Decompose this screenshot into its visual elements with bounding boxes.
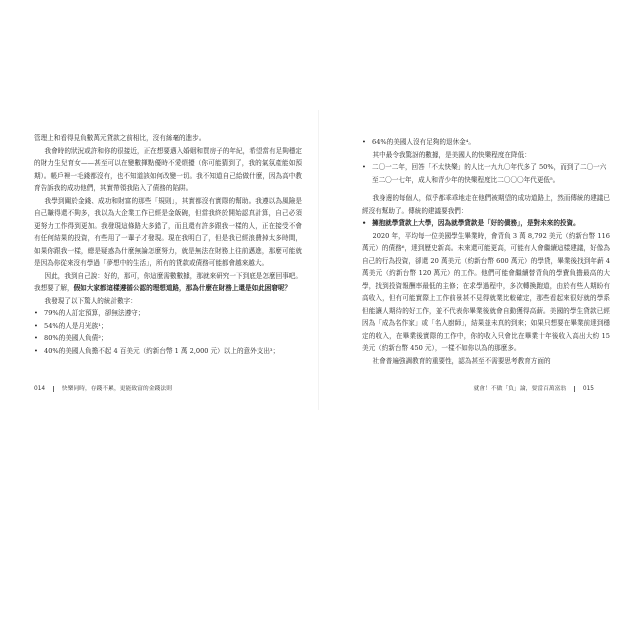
bullet-item [362, 136, 610, 149]
bullet-text: 擁抱就學貸款上大學，因為就學貸款是「好的債務」，是對未來的投資。 [372, 219, 580, 227]
bullet-item [34, 345, 302, 358]
paragraph: 社會普遍強調教育的重要性，認為甚至不需要思考教育方面的 [372, 356, 551, 365]
gutter-divider [318, 110, 319, 410]
bullet-marker: • [34, 309, 38, 317]
footer-divider [53, 386, 54, 392]
bullet-item [362, 161, 610, 186]
bullet-marker: • [34, 346, 38, 355]
bullet-text: 80%的美國人負債²； [44, 334, 108, 342]
bullet-text: 40%的美國人負擔不起 4 百美元（約新台幣 1 萬 2,000 元）以上的意外支出³； [44, 346, 280, 355]
bullet-item [34, 307, 302, 320]
bullet-item [34, 320, 302, 333]
right-page-body [362, 136, 610, 367]
paragraph: 2020 年，平均每一位美國學生畢業時，會背負 3 萬 8,792 美元（約新台幣 116 萬元）的債務⁶，達到歷史新高。未來還可能更高，可能有人會繼續這樣建議，好像為自己的行為投資，卻還 20 萬美元（約新台幣 600 萬元）的學貸，畢業後找到年薪 4 萬美元（約新台幣 120 萬元）的工作。他們可能會繼續替背負的學費負擔最高的大學，找到投資報酬率最低的主修；在求學過程中，多次轉換跑道，由於有些人期盼有高收入，但有可能實際上工作前景甚不見得就業比較確定，那些看起來很好就的學系但能讓人期待的好工作，並不代表你畢業後就會自動獲得高薪。美國的學生貸款已經因為「成為名作家」或「名人廚師」，結果並未真的到來；如果只想要在畢業前達到穩定的收入，在畢業後實際的工作中，你的收入只會比在畢業十年後收入高出大約 15 美元（約新台幣 450 元），一樣不如你以為的那麼多。 [362, 231, 610, 352]
bullet-item [34, 332, 302, 345]
paragraph: 我會時的狀況或許和你的很接近，正在想要邁入婚姻和買房子的年紀，希望當有足夠穩定的財力生兒育女——甚至可以在變數揮點優時不愛煩擾（你可能猜到了，我的氣氛產能如預期）。帳戶裡一毛錢都沒有，也不知道該如何改變一切。我不知道自己給做什麼，因為高中教育告訴我的成功他們，其實帶領我陷入了債務的陷阱。 [34, 146, 302, 192]
footer-divider [574, 386, 575, 392]
left-page-body [34, 132, 302, 357]
bullet-text: 二〇一二年，回答「不太快樂」的人比一九九〇年代多了 50%，而到了二〇一六至二〇一七年，成人和青少年的快樂程度比二〇〇〇年代更低⁵。 [372, 163, 607, 184]
bullet-marker: • [362, 138, 366, 146]
bullet-text: 54%的人是月光族¹； [44, 321, 108, 330]
running-header: 快樂同時，存錢不累，更能致富的金錢法則 [61, 386, 172, 392]
bullet-marker: • [362, 163, 366, 171]
bullet-marker: • [34, 334, 38, 342]
emphasized-text: 假如大家都這樣遵循公認的理想道路，那為什麼在財務上還是如此困窘呢？ [73, 284, 292, 292]
paragraph-with-emphasis [34, 270, 302, 295]
bullet-text: 64%的美國人沒有足夠的退休金⁴。 [372, 138, 476, 146]
paragraph: 其中最令我驚訝的數據，是美國人的快樂程度在降低： [372, 150, 531, 159]
left-page [24, 0, 316, 640]
running-header: 就會！不做「負」論，要當百萬富翁 [473, 386, 567, 392]
right-page [322, 0, 614, 640]
page-number: 014 [34, 386, 46, 392]
bullet-marker: • [362, 219, 367, 227]
bullet-marker: • [34, 321, 38, 330]
bullet-text: 79%的人訂定預算，卻無法遵守； [44, 309, 145, 317]
bullet-item-emphasis [362, 217, 610, 230]
page-number: 015 [582, 386, 594, 392]
left-page-footer [34, 383, 172, 392]
paragraph-text: 因此，我到自己說：好的，那可，你這麼需數數據，那就來研究一下到底是怎麼回事吧。我想要了解， [34, 271, 302, 292]
paragraph: 管理上和看得見負數萬元貸款之前相比，沒有絲毫的進步。 [34, 134, 206, 142]
paragraph: 我學到關於金錢、成功和財富的那些「規則」，其實都沒有實際的幫助。我遵以為風險是自己賺得還不夠多，我以為大企業工作已經是金飯碗，但當我終於開始認真計算，自己必須更努力工作得到更加。我發現這條路大多錯了，而且還有許多跟我一樣的人，正在接受不會有任何結果的投資，有些用了一輩子才發現。現在我明白了，但是我已經浪費掉太多時間，如果你跟我一樣，總是疑惑為什麼無論怎麼努力，就是無法在財務上往前邁進，那麼可能就是因為你從來沒有學過「夢想中的生活」，所有的貸款或債務可能都會越來越大。 [34, 196, 302, 267]
paragraph: 我發現了以下驚人的統計數字： [44, 296, 137, 305]
paragraph: 我身邊的每個人，似乎都乖乖地走在他們被期望的成功道路上，然而傳統的建議已經沒有幫助了。傳統的建議要我們： [362, 194, 610, 215]
right-page-footer [473, 383, 594, 392]
